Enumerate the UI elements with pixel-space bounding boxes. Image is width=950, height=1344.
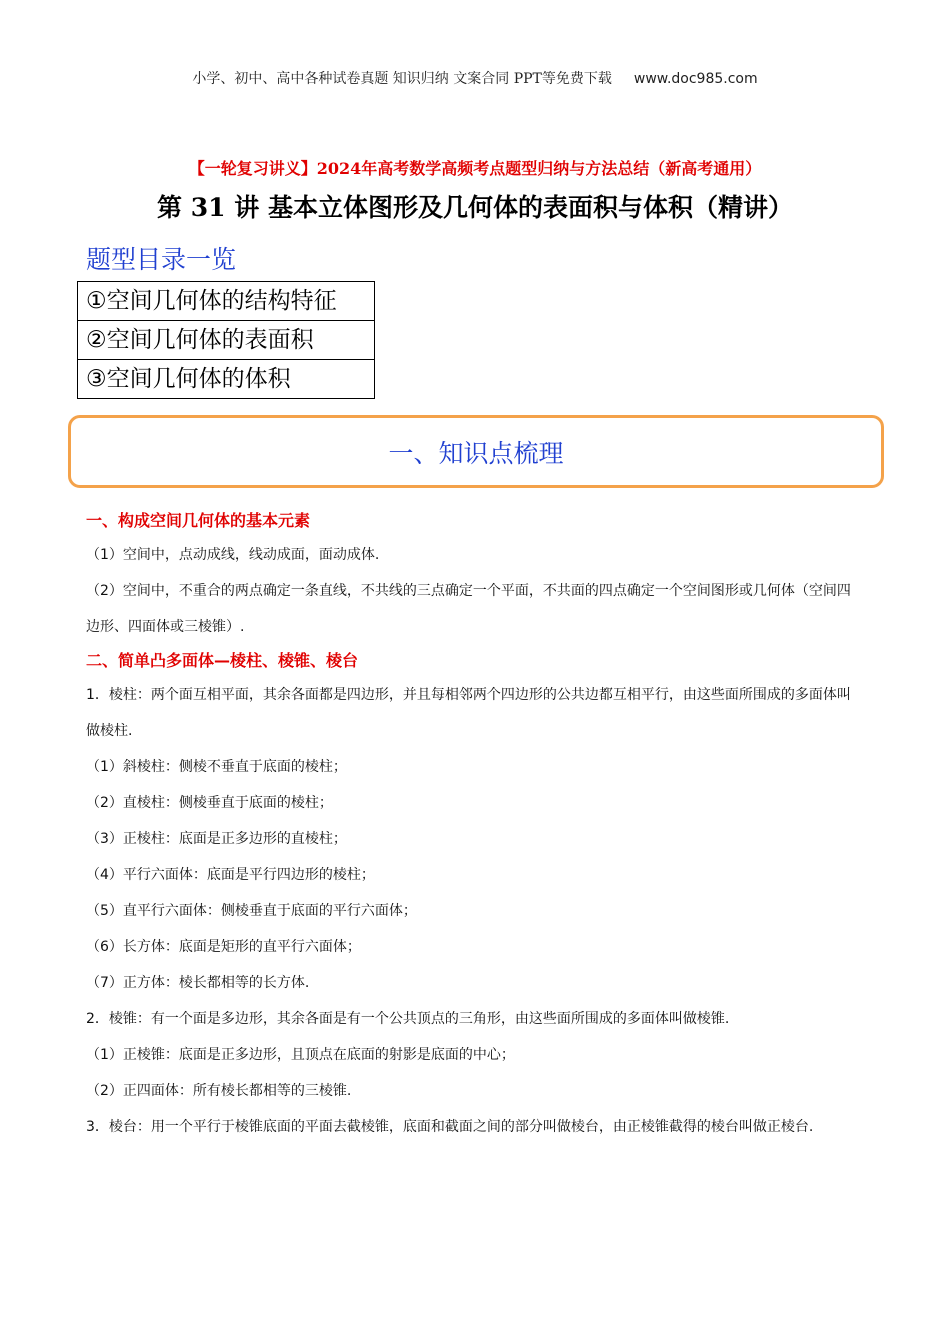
page-header bbox=[0, 68, 950, 88]
section-heading: 一、构成空间几何体的基本元素 bbox=[86, 511, 311, 530]
paragraph: 2．棱锥：有一个面是多边形，其余各面是有一个公共顶点的三角形，由这些面所围成的多面体叫做棱锥. bbox=[86, 1011, 730, 1027]
paragraph: （3）正棱柱：底面是正多边形的直棱柱； bbox=[86, 831, 347, 847]
document-subtitle: 【一轮复习讲义】2024年高考数学高频考点题型归纳与方法总结（新高考通用） bbox=[188, 159, 762, 178]
section-banner: 一、知识点梳理 bbox=[68, 415, 884, 488]
paragraph: （6）长方体：底面是矩形的直平行六面体； bbox=[86, 939, 361, 955]
paragraph: （2）正四面体：所有棱长都相等的三棱锥. bbox=[86, 1083, 352, 1099]
toc-table bbox=[77, 281, 375, 399]
paragraph: 1．棱柱：两个面互相平面，其余各面都是四边形，并且每相邻两个四边形的公共边都互相平行，由这些面所围成的多面体叫做棱柱. bbox=[86, 687, 851, 739]
paragraph: （4）平行六面体：底面是平行四边形的棱柱； bbox=[86, 867, 375, 883]
document-title: 第 31 讲 基本立体图形及几何体的表面积与体积（精讲） bbox=[157, 193, 793, 222]
paragraph: （2）空间中，不重合的两点确定一条直线，不共线的三点确定一个平面，不共面的四点确定一个空间图形或几何体（空间四边形、四面体或三棱锥）. bbox=[86, 583, 851, 635]
toc-item[interactable]: ①空间几何体的结构特征 bbox=[78, 282, 375, 321]
header-text: 小学、初中、高中各种试卷真题 知识归纳 文案合同 PPT等免费下载 bbox=[192, 71, 612, 87]
paragraph: 3．棱台：用一个平行于棱锥底面的平面去截棱锥，底面和截面之间的部分叫做棱台，由正棱锥截得的棱台叫做正棱台. bbox=[86, 1119, 814, 1135]
toc-heading: 题型目录一览 bbox=[86, 245, 237, 274]
toc-item[interactable]: ③空间几何体的体积 bbox=[78, 360, 375, 399]
toc-item[interactable]: ②空间几何体的表面积 bbox=[78, 321, 375, 360]
paragraph: （5）直平行六面体：侧棱垂直于底面的平行六面体； bbox=[86, 903, 417, 919]
content-body bbox=[86, 505, 856, 1145]
section-heading: 二、简单凸多面体—棱柱、棱锥、棱台 bbox=[86, 651, 359, 670]
header-url[interactable]: www.doc985.com bbox=[633, 71, 758, 87]
paragraph: （1）正棱锥：底面是正多边形，且顶点在底面的射影是底面的中心； bbox=[86, 1047, 515, 1063]
paragraph: （7）正方体：棱长都相等的长方体. bbox=[86, 975, 310, 991]
paragraph: （1）斜棱柱：侧棱不垂直于底面的棱柱； bbox=[86, 759, 347, 775]
paragraph: （1）空间中，点动成线，线动成面，面动成体. bbox=[86, 547, 380, 563]
paragraph: （2）直棱柱：侧棱垂直于底面的棱柱； bbox=[86, 795, 333, 811]
